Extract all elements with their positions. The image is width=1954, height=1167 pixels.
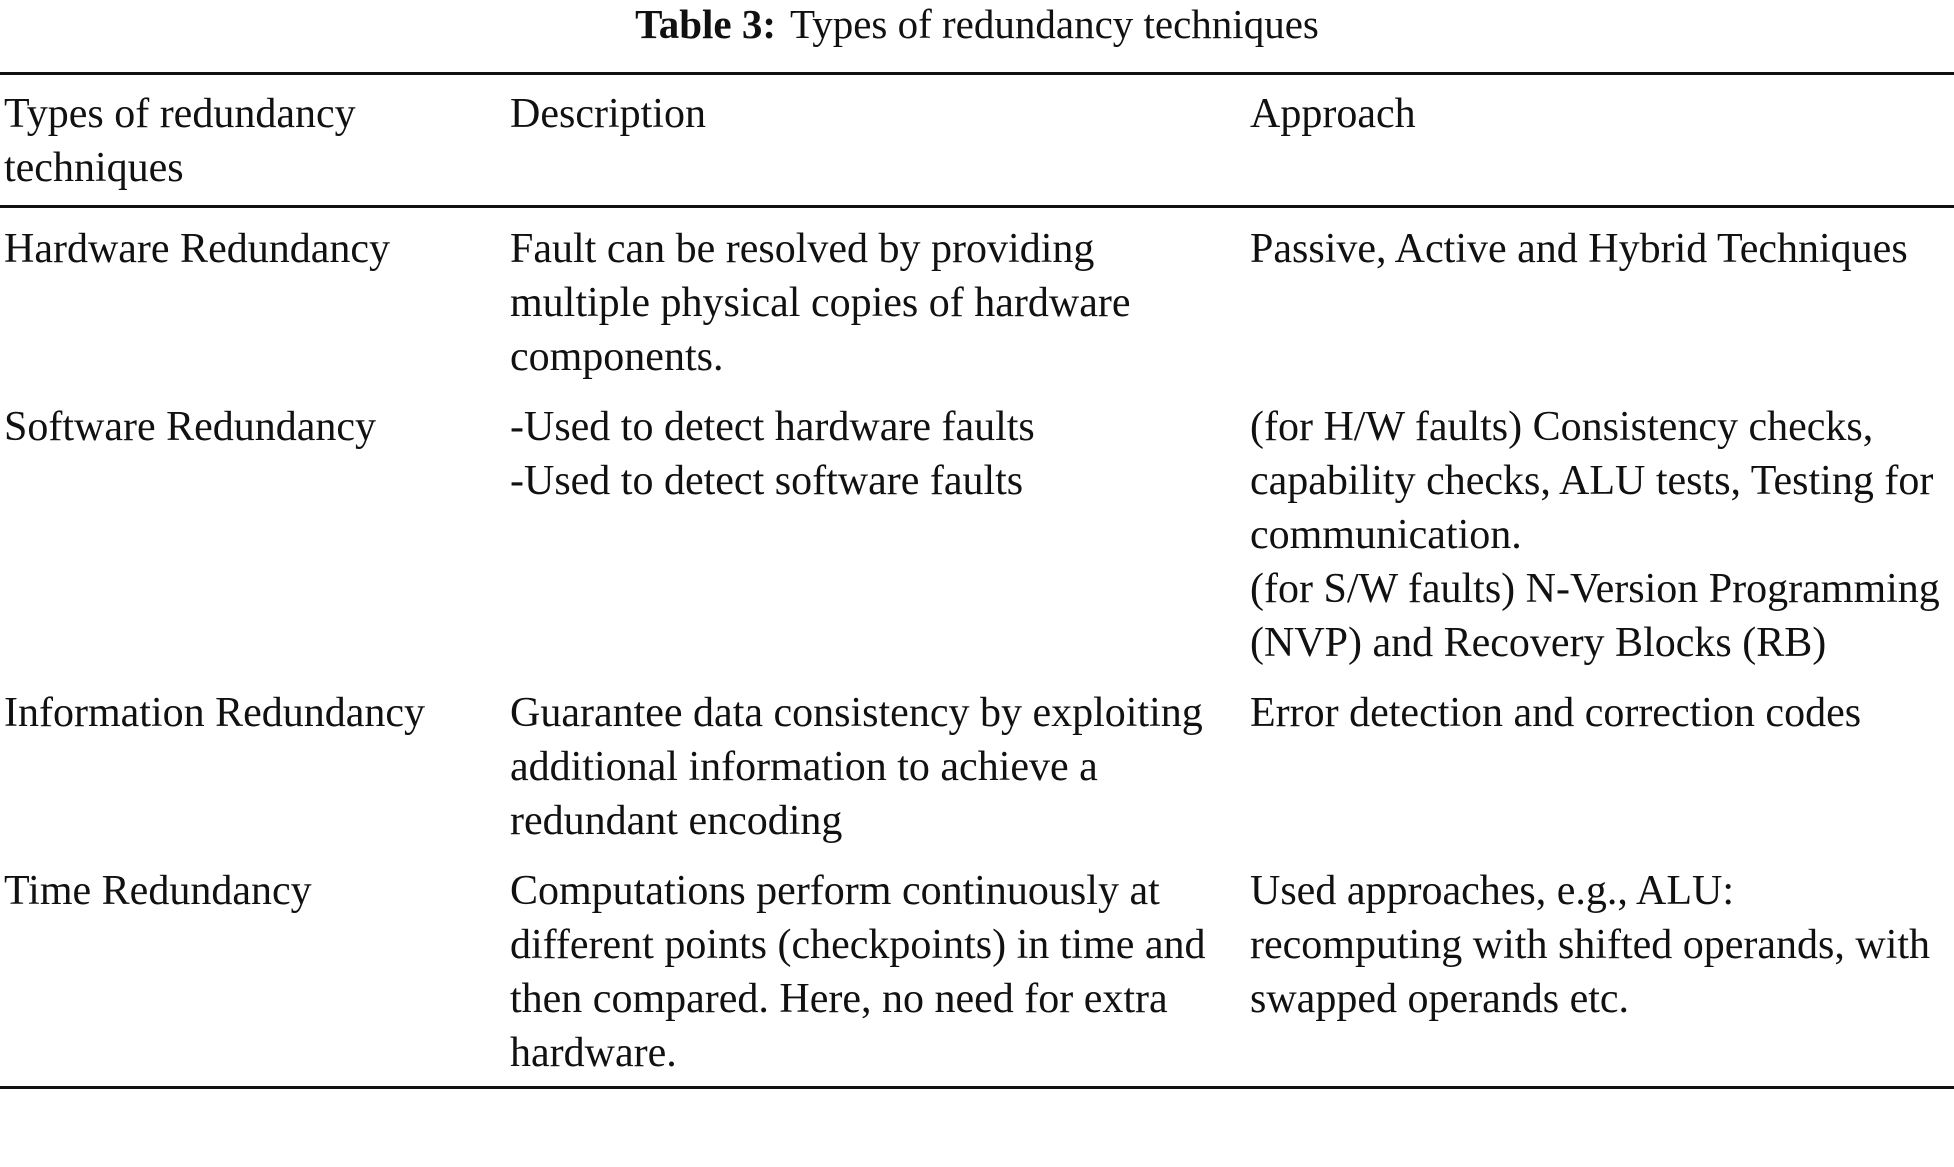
description-line: -Used to detect software faults xyxy=(510,458,1024,504)
description-line: Guarantee data consistency by exploiting additional information to achieve a redundant encoding xyxy=(510,690,1214,844)
cell-description xyxy=(506,207,1246,391)
header-row xyxy=(0,74,1954,207)
table-number: Table 3: xyxy=(635,1,777,47)
cell-approach xyxy=(1246,676,1954,854)
cell-description xyxy=(506,854,1246,1088)
approach-line: (for H/W faults) Consistency checks, capability checks, ALU tests, Testing for communication. xyxy=(1250,404,1944,558)
table-row xyxy=(0,676,1954,854)
header-types: Types of redundancy techniques xyxy=(4,91,356,191)
approach-line: Passive, Active and Hybrid Techniques xyxy=(1250,226,1908,272)
table-caption xyxy=(0,0,1954,56)
approach-line: Used approaches, e.g., ALU: recomputing with shifted operands, with swapped operands etc. xyxy=(1250,868,1941,1022)
cell-type: Time Redundancy xyxy=(4,868,312,914)
cell-type: Information Redundancy xyxy=(4,690,426,736)
header-description: Description xyxy=(510,91,706,137)
cell-description xyxy=(506,390,1246,676)
cell-type: Software Redundancy xyxy=(4,404,377,450)
cell-approach xyxy=(1246,390,1954,676)
cell-type: Hardware Redundancy xyxy=(4,226,390,272)
cell-description xyxy=(506,676,1246,854)
description-line: Fault can be resolved by providing multiple physical copies of hardware components. xyxy=(510,226,1141,380)
cell-approach xyxy=(1246,207,1954,391)
cell-approach xyxy=(1246,854,1954,1088)
description-line: -Used to detect hardware faults xyxy=(510,404,1035,450)
description-line: Computations perform continuously at different points (checkpoints) in time and then compared. Here, no need for extra hardware. xyxy=(510,868,1217,1076)
approach-line: Error detection and correction codes xyxy=(1250,690,1862,736)
header-approach: Approach xyxy=(1250,91,1416,137)
table-title: Types of redundancy techniques xyxy=(790,1,1319,47)
table-row xyxy=(0,390,1954,676)
table-row xyxy=(0,854,1954,1088)
redundancy-table xyxy=(0,72,1954,1089)
approach-line: (for S/W faults) N-Version Programming (NVP) and Recovery Blocks (RB) xyxy=(1250,566,1951,666)
table-row xyxy=(0,207,1954,391)
